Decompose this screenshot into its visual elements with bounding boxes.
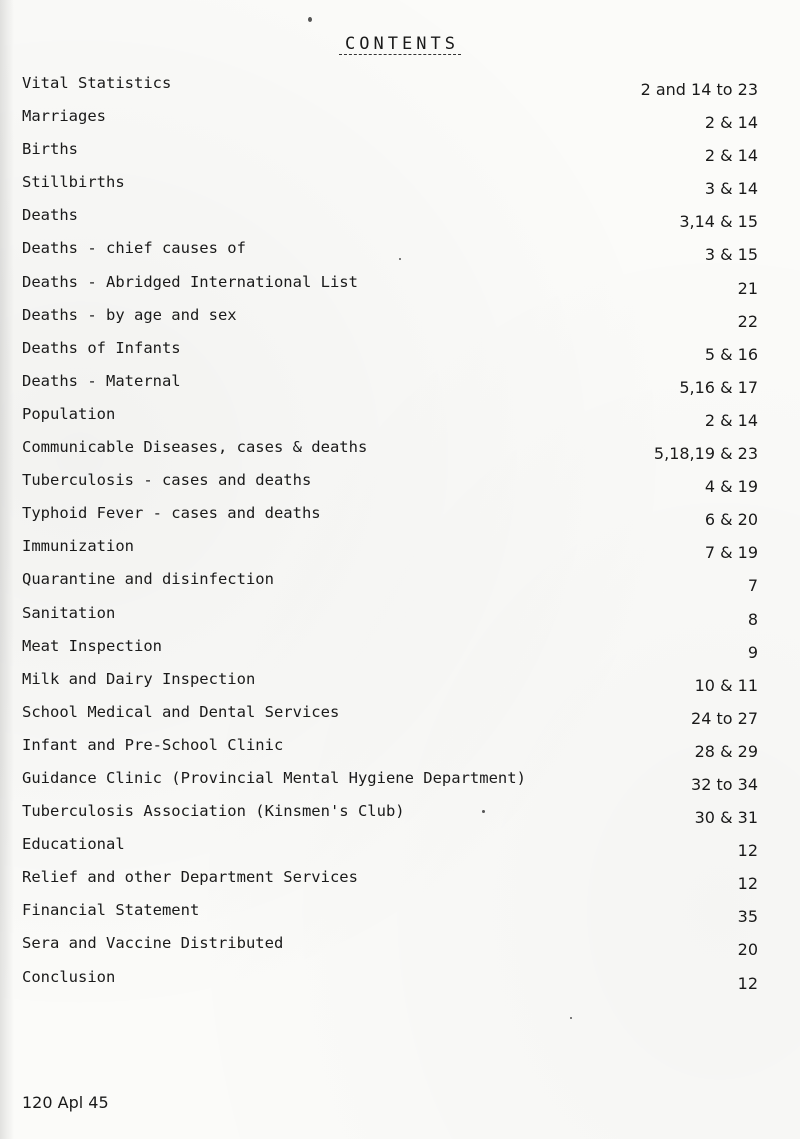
toc-entry-label: Deaths - chief causes of <box>22 239 246 258</box>
toc-entry-pages: 7 & 19 <box>704 543 758 563</box>
toc-entry-label: Meat Inspection <box>22 636 162 655</box>
toc-entry <box>22 504 792 537</box>
toc-entry-label: Vital Statistics <box>22 74 172 92</box>
toc-entry-pages: 2 & 14 <box>704 410 758 430</box>
contents-heading-text: CONTENTS <box>339 35 461 55</box>
toc-entry-pages: 28 & 29 <box>694 741 758 761</box>
toc-entry-pages: 9 <box>747 642 758 662</box>
toc-entry <box>22 736 792 769</box>
toc-entry-label: Stillbirths <box>22 173 125 192</box>
toc-entry-pages: 5,16 & 17 <box>679 377 758 397</box>
toc-entry <box>22 703 792 736</box>
toc-entry <box>22 968 792 1001</box>
toc-entry-label: Marriages <box>22 107 106 126</box>
toc-entry-label: Quarantine and disinfection <box>22 570 274 589</box>
toc-entry-label: Conclusion <box>22 967 116 986</box>
toc-entry-pages: 22 <box>737 311 758 331</box>
footer-code: 120 Apl 45 <box>22 1093 109 1112</box>
toc-entry-pages: 12 <box>737 874 758 894</box>
print-speck <box>399 258 401 260</box>
toc-entry-label: Financial Statement <box>22 901 200 920</box>
toc-entry-label: School Medical and Dental Services <box>22 702 340 721</box>
toc-entry <box>22 868 792 901</box>
toc-entry-pages: 12 <box>737 841 758 861</box>
contents-heading <box>0 34 800 55</box>
toc-entry-label: Typhoid Fever - cases and deaths <box>22 504 321 523</box>
toc-entry-pages: 6 & 20 <box>704 510 758 530</box>
toc-entry-label: Births <box>22 140 78 159</box>
toc-entry <box>22 306 792 339</box>
toc-entry-label: Deaths - by age and sex <box>22 305 237 324</box>
toc-entry-pages: 3 & 15 <box>704 245 758 265</box>
toc-entry <box>22 107 792 140</box>
toc-entry-label: Tuberculosis Association (Kinsmen's Club) <box>22 802 405 821</box>
toc-entry-pages: 2 and 14 to 23 <box>640 80 758 99</box>
toc-entry <box>22 901 792 934</box>
toc-entry <box>22 934 792 967</box>
toc-entry-label: Deaths - Maternal <box>22 371 181 390</box>
toc-entry-pages: 12 <box>737 973 758 993</box>
print-speck <box>308 17 312 22</box>
toc-entry <box>22 339 792 372</box>
toc-entry-pages: 8 <box>747 609 758 629</box>
toc-entry <box>22 670 792 703</box>
toc-entry-pages: 32 to 34 <box>691 774 758 794</box>
toc-entry-pages: 21 <box>737 278 758 298</box>
toc-entry <box>22 604 792 637</box>
toc-entry-label: Population <box>22 404 116 423</box>
toc-entry-pages: 7 <box>747 576 758 596</box>
toc-entry <box>22 372 792 405</box>
toc-entry-pages: 30 & 31 <box>694 808 758 828</box>
toc-entry-label: Sanitation <box>22 603 116 622</box>
toc-entry-label: Communicable Diseases, cases & deaths <box>22 438 368 457</box>
toc-entry <box>22 405 792 438</box>
toc-entry <box>22 239 792 272</box>
toc-entry-pages: 3,14 & 15 <box>679 212 758 232</box>
toc-entry-pages: 4 & 19 <box>704 477 758 497</box>
toc-entry <box>22 140 792 173</box>
toc-entry-label: Tuberculosis - cases and deaths <box>22 471 312 490</box>
print-speck <box>482 810 485 813</box>
toc-entry <box>22 637 792 670</box>
table-of-contents <box>22 74 792 1001</box>
toc-entry-label: Milk and Dairy Inspection <box>22 669 256 688</box>
toc-entry-pages: 2 & 14 <box>704 146 758 166</box>
toc-entry <box>22 537 792 570</box>
toc-entry-label: Deaths of Infants <box>22 338 181 357</box>
print-speck <box>570 1017 572 1019</box>
toc-entry-pages: 35 <box>737 907 758 927</box>
toc-entry <box>22 273 792 306</box>
toc-entry-label: Relief and other Department Services <box>22 868 358 887</box>
toc-entry-pages: 24 to 27 <box>691 708 758 728</box>
toc-entry-pages: 5 & 16 <box>704 344 758 364</box>
toc-entry <box>22 570 792 603</box>
toc-entry-pages: 5,18,19 & 23 <box>653 444 758 464</box>
toc-entry <box>22 173 792 206</box>
toc-entry-pages: 20 <box>737 940 758 960</box>
page-edge-shadow <box>0 0 14 1139</box>
toc-entry <box>22 471 792 504</box>
toc-entry-label: Educational <box>22 835 125 854</box>
toc-entry-label: Sera and Vaccine Distributed <box>22 934 284 953</box>
toc-entry-label: Immunization <box>22 537 134 556</box>
toc-entry <box>22 206 792 239</box>
toc-entry <box>22 438 792 471</box>
toc-entry-label: Guidance Clinic (Provincial Mental Hygiene Department) <box>22 768 526 787</box>
toc-entry-pages: 2 & 14 <box>704 113 758 133</box>
toc-entry-pages: 3 & 14 <box>704 179 758 199</box>
toc-entry-label: Deaths <box>22 206 78 225</box>
toc-entry <box>22 802 792 835</box>
toc-entry-pages: 10 & 11 <box>694 675 758 695</box>
toc-entry <box>22 835 792 868</box>
toc-entry <box>22 74 792 107</box>
toc-entry <box>22 769 792 802</box>
toc-entry-label: Infant and Pre-School Clinic <box>22 735 284 754</box>
toc-entry-label: Deaths - Abridged International List <box>22 272 358 291</box>
